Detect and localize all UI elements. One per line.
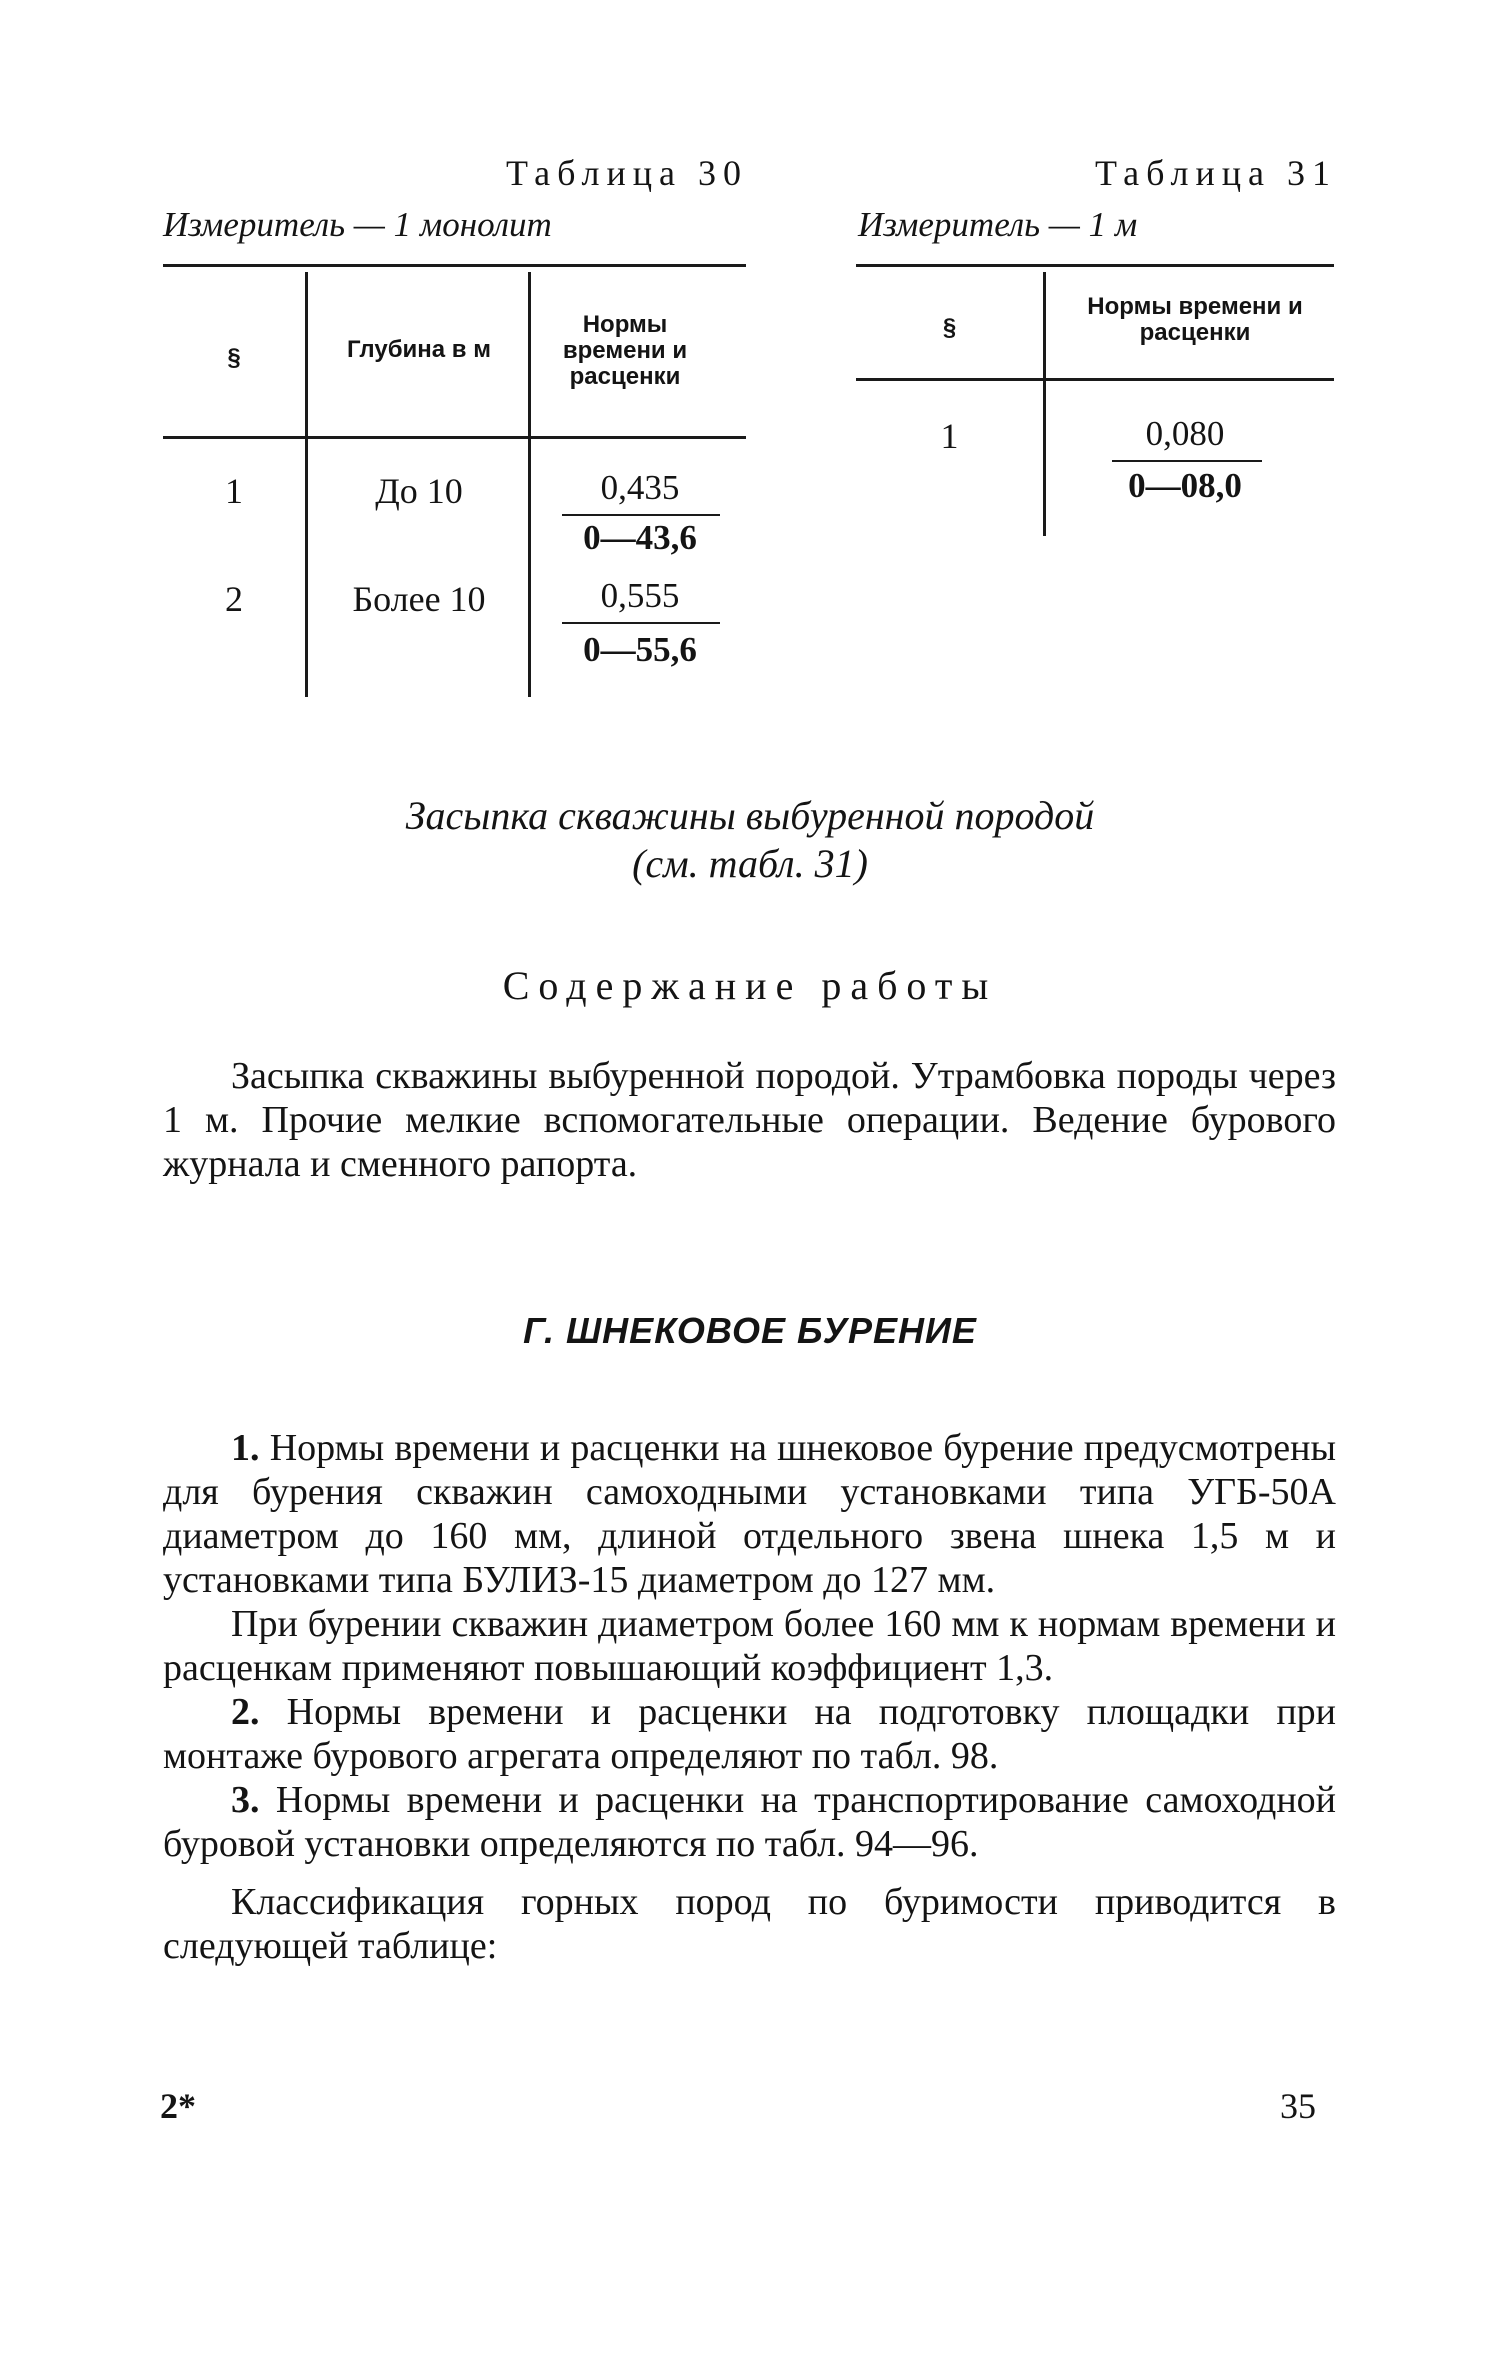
list-item: [163, 1602, 1336, 1690]
table-30-row1-norm: 0,435: [600, 468, 680, 507]
table-31-header-norms: Нормы времени и расценки: [1087, 293, 1303, 346]
table-30-row2-norm: 0,555: [600, 576, 680, 615]
item-text: При бурении скважин диаметром более 160 мм к нормам времени и расценкам применяют повышающий коэффициент 1,3.: [163, 1603, 1336, 1689]
table-31-caption: Таблица 31: [1095, 153, 1337, 193]
fraction-bar: [1112, 460, 1262, 462]
item-text: Нормы времени и расценки на шнековое бурение предусмотрены для бурения скважин самоходными установками типа УГБ-50А диаметром до 160 мм, длиной отдельного звена шнека 1,5 м и установками типа БУЛИЗ-15 диаметром до 127 мм.: [163, 1427, 1336, 1601]
table-30-header-rule: [163, 436, 746, 439]
item-number: 2.: [231, 1691, 260, 1733]
table-31-row1-section: 1: [940, 416, 959, 456]
table-30-measure: Измеритель — 1 монолит: [163, 205, 552, 244]
table-30-row1-price: 0—43,6: [583, 518, 697, 557]
section-g-heading: Г. ШНЕКОВОЕ БУРЕНИЕ: [523, 1310, 977, 1351]
section-g-body: [163, 1426, 1336, 1968]
list-item: [163, 1690, 1336, 1778]
item-number: 3.: [231, 1779, 260, 1821]
table-30-row2-price: 0—55,6: [583, 630, 697, 669]
table-31-col-divider: [1043, 272, 1046, 536]
page-number: 35: [1280, 2086, 1316, 2126]
table-30-row2-depth: Более 10: [352, 579, 486, 619]
table-31-top-rule: [856, 264, 1334, 267]
work-content-text: Засыпка скважины выбуренной породой. Утрамбовка породы через 1 м. Прочие мелкие вспомогательные операции. Ведение бурового журнала и сменного рапорта.: [163, 1055, 1336, 1185]
table-30-header-norms: Нормы времени и расценки: [562, 311, 688, 390]
table-31-measure: Измеритель — 1 м: [858, 205, 1138, 244]
table-30-row2-section: 2: [225, 579, 243, 619]
subsection-title: [160, 792, 1340, 888]
table-31-header-rule: [856, 378, 1334, 381]
table-30-top-rule: [163, 264, 746, 267]
subsection-title-line-1: Засыпка скважины выбуренной породой: [405, 793, 1095, 838]
table-31-row1-norm: 0,080: [1145, 414, 1225, 453]
list-item: [163, 1778, 1336, 1866]
item-text: Нормы времени и расценки на транспортирование самоходной буровой установки определяются по табл. 94—96.: [163, 1779, 1337, 1865]
table-30-row1-section: 1: [225, 471, 243, 511]
item-text: Нормы времени и расценки на подготовку площадки при монтаже бурового агрегата определяют по табл. 98.: [163, 1691, 1336, 1777]
item-text: Классификация горных пород по буримости приводится в следующей таблице:: [163, 1881, 1336, 1967]
table-31-row1-price: 0—08,0: [1128, 466, 1242, 505]
table-30-col-divider-1: [305, 272, 308, 697]
signature-mark: 2*: [160, 2086, 196, 2126]
table-30-row1-depth: До 10: [375, 471, 463, 511]
table-30-header-depth: Глубина в м: [347, 336, 491, 363]
list-item: [163, 1426, 1336, 1602]
list-item: [163, 1880, 1336, 1968]
fraction-bar: [562, 514, 720, 516]
table-30-col-divider-2: [528, 272, 531, 697]
item-number: 1.: [231, 1427, 260, 1469]
fraction-bar: [562, 622, 720, 624]
table-30-header-section: §: [227, 344, 241, 371]
work-content-heading: Содержание работы: [502, 963, 998, 1008]
work-content-paragraph: [163, 1054, 1336, 1186]
table-31-header-section: §: [942, 314, 957, 341]
subsection-title-line-2: (см. табл. 31): [632, 841, 868, 886]
table-30-caption: Таблица 30: [506, 153, 748, 193]
